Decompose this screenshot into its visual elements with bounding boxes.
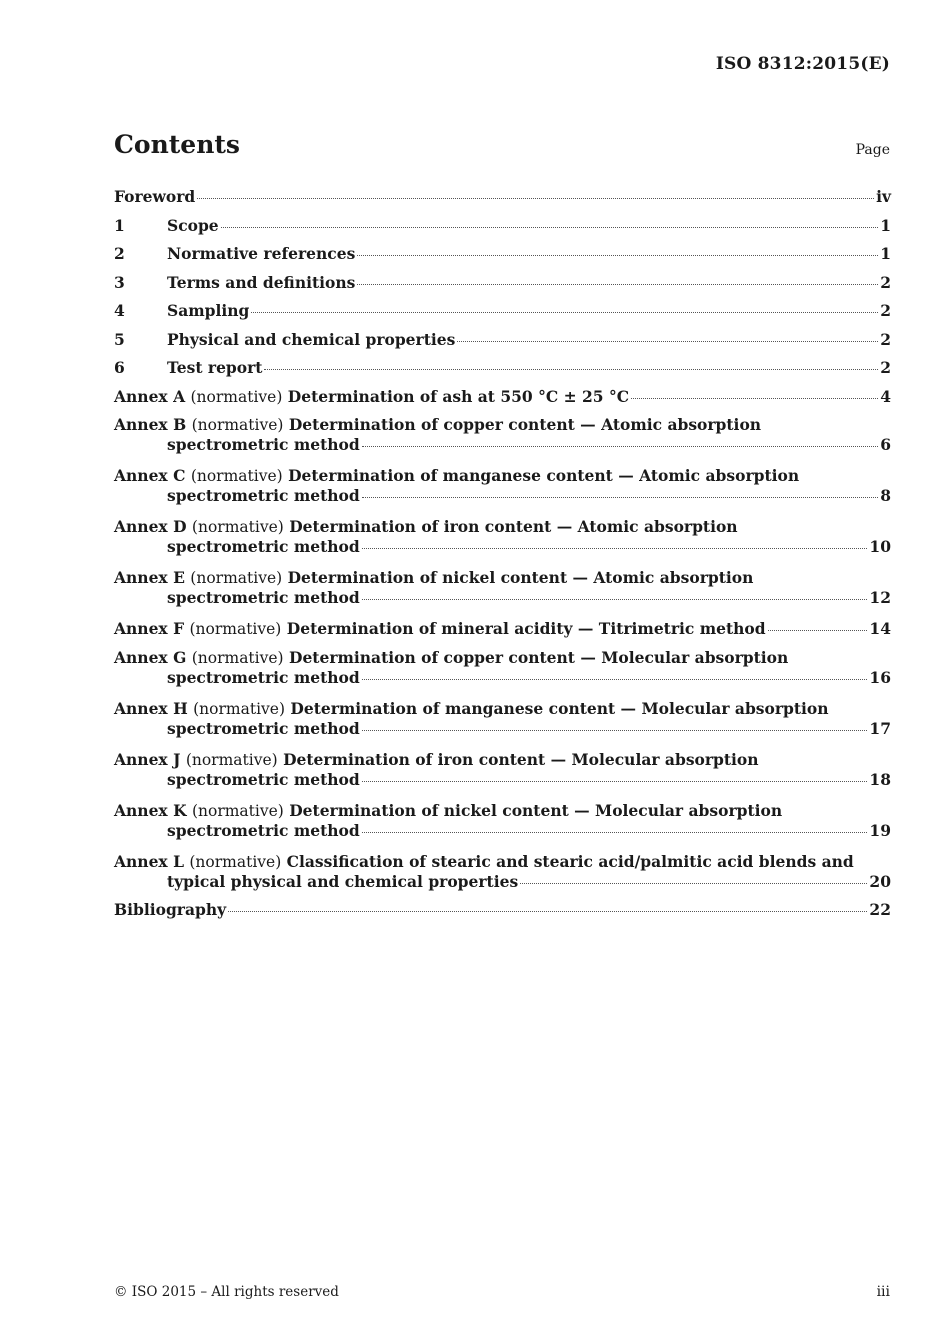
toc-entry-clause[interactable]: [114, 241, 891, 270]
annex-title: Determination of copper content — Molecular absorption: [289, 647, 789, 667]
contents-title: Contents: [114, 130, 241, 159]
toc-entry-annex[interactable]: [114, 616, 891, 645]
clause-number: 3: [114, 272, 125, 292]
toc-entry-title: Foreword: [114, 187, 196, 206]
annex-type: (normative): [185, 750, 278, 769]
annex-title: Determination of nickel content — Molecular absorption: [289, 800, 783, 820]
toc-entry-title: Bibliography: [114, 899, 227, 919]
annex-type: (normative): [190, 569, 283, 587]
dot-leader: [362, 548, 868, 549]
toc-entry-annex[interactable]: [114, 514, 891, 556]
annex-type: (normative): [190, 467, 283, 485]
toc-page-number: 1: [880, 215, 891, 235]
toc-entry-annex[interactable]: [114, 849, 891, 891]
annex-label: Annex H: [114, 698, 188, 718]
annex-label: Annex A: [114, 386, 186, 406]
toc-entry-annex[interactable]: [114, 696, 891, 738]
clause-number: 4: [114, 301, 125, 320]
toc-page-number: 19: [869, 820, 891, 840]
toc-entry-clause[interactable]: [114, 213, 891, 242]
toc-entry-annex[interactable]: [114, 645, 891, 687]
dot-leader: [362, 679, 868, 680]
annex-type: (normative): [189, 852, 282, 871]
annex-title: Determination of manganese content — Atomic absorption: [288, 466, 800, 485]
toc-page-number: 18: [869, 769, 891, 789]
annex-label: Annex K: [114, 800, 187, 820]
annex-title-continued: spectrometric method: [167, 769, 360, 789]
toc-page-number: iv: [876, 187, 891, 206]
dot-leader: [520, 883, 867, 884]
toc-entry-annex[interactable]: [114, 565, 891, 607]
toc-page-number: 10: [869, 537, 891, 556]
clause-number: 1: [114, 215, 125, 235]
toc-page-number: 14: [869, 619, 891, 638]
toc-page-number: 2: [880, 272, 891, 292]
toc-entry-clause[interactable]: [114, 298, 891, 327]
page-column-label: Page: [855, 142, 890, 158]
toc-entry-title: Sampling: [167, 301, 250, 320]
toc-entry-clause[interactable]: [114, 270, 891, 299]
annex-title-continued: spectrometric method: [167, 588, 360, 607]
annex-label: Annex L: [114, 851, 184, 871]
dot-leader: [362, 497, 878, 498]
footer-page-number: iii: [876, 1284, 890, 1300]
annex-label: Annex J: [114, 749, 181, 769]
annex-label: Annex G: [114, 647, 187, 667]
clause-number: 5: [114, 329, 125, 349]
dot-leader: [362, 781, 868, 782]
annex-title: Determination of mineral acidity — Titrimetric method: [286, 619, 766, 638]
dot-leader: [251, 312, 878, 313]
toc-entry-annex[interactable]: [114, 747, 891, 789]
annex-label: Annex C: [114, 466, 186, 485]
dot-leader: [362, 730, 868, 731]
annex-title: Determination of copper content — Atomic absorption: [288, 415, 762, 434]
document-id: ISO 8312:2015(E): [715, 54, 890, 74]
toc-page-number: 8: [880, 486, 891, 505]
dot-leader: [357, 255, 878, 256]
annex-title-continued: typical physical and chemical properties: [167, 871, 519, 891]
annex-type: (normative): [190, 387, 283, 406]
dot-leader: [264, 369, 878, 370]
annex-title: Determination of iron content — Molecular absorption: [283, 749, 759, 769]
dot-leader: [197, 198, 874, 199]
toc-entry-title: Physical and chemical properties: [167, 329, 456, 349]
toc-page-number: 17: [869, 718, 891, 738]
clause-number: 2: [114, 244, 125, 263]
dot-leader: [631, 398, 878, 399]
toc-page-number: 2: [880, 329, 891, 349]
footer-copyright: © ISO 2015 – All rights reserved: [114, 1284, 339, 1300]
annex-title: Determination of iron content — Atomic absorption: [289, 517, 738, 536]
toc-entry-title: Terms and definitions: [167, 272, 356, 292]
annex-title-continued: spectrometric method: [167, 718, 360, 738]
toc-entry-foreword[interactable]: [114, 184, 891, 213]
dot-leader: [362, 599, 868, 600]
toc-page-number: 2: [880, 358, 891, 377]
toc-entry-annex[interactable]: [114, 384, 891, 413]
annex-title-continued: spectrometric method: [167, 435, 360, 454]
annex-type: (normative): [189, 620, 282, 638]
table-of-contents: [114, 184, 891, 928]
annex-type: (normative): [191, 648, 284, 667]
annex-title: Classification of stearic and stearic acid/palmitic acid blends and: [286, 851, 854, 871]
annex-title-continued: spectrometric method: [167, 667, 360, 687]
annex-type: (normative): [191, 801, 284, 820]
annex-type: (normative): [191, 416, 284, 434]
toc-entry-clause[interactable]: [114, 327, 891, 356]
dot-leader: [768, 630, 868, 631]
dot-leader: [362, 832, 868, 833]
dot-leader: [228, 911, 867, 912]
toc-entry-title: Scope: [167, 215, 219, 235]
toc-page-number: 1: [880, 244, 891, 263]
toc-entry-annex[interactable]: [114, 463, 891, 505]
toc-page-number: 22: [869, 899, 891, 919]
dot-leader: [362, 446, 878, 447]
toc-page-number: 4: [880, 386, 891, 406]
annex-type: (normative): [191, 518, 284, 536]
annex-title-continued: spectrometric method: [167, 486, 360, 505]
toc-page-number: 12: [869, 588, 891, 607]
toc-entry-annex[interactable]: [114, 798, 891, 840]
toc-entry-title: Test report: [167, 358, 263, 377]
toc-page-number: 2: [880, 301, 891, 320]
annex-label: Annex E: [114, 568, 185, 587]
toc-page-number: 20: [869, 871, 891, 891]
annex-title: Determination of ash at 550 °C ± 25 °C: [287, 386, 630, 406]
clause-number: 6: [114, 358, 125, 377]
annex-title-continued: spectrometric method: [167, 537, 360, 556]
annex-label: Annex D: [114, 517, 187, 536]
toc-page-number: 16: [869, 667, 891, 687]
dot-leader: [221, 227, 879, 228]
annex-title: Determination of nickel content — Atomic absorption: [287, 568, 754, 587]
annex-label: Annex F: [114, 619, 185, 638]
annex-type: (normative): [193, 699, 285, 718]
contents-header: [114, 130, 890, 166]
dot-leader: [357, 284, 878, 285]
toc-entry-annex[interactable]: [114, 412, 891, 454]
toc-entry-clause[interactable]: [114, 355, 891, 384]
dot-leader: [457, 341, 878, 342]
annex-title-continued: spectrometric method: [167, 820, 360, 840]
toc-entry-title: Normative references: [167, 244, 356, 263]
toc-entry-bibliography[interactable]: [114, 900, 891, 929]
toc-page-number: 6: [880, 435, 891, 454]
annex-label: Annex B: [114, 415, 187, 434]
annex-title: Determination of manganese content — Molecular absorption: [290, 698, 829, 718]
